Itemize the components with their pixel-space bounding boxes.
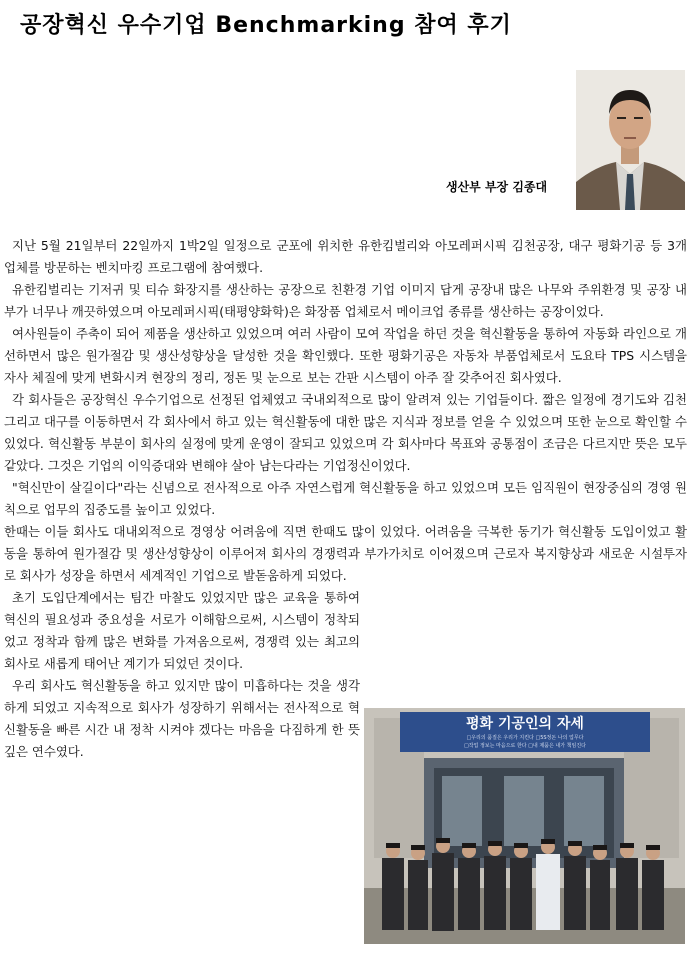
paragraph-8: 우리 회사도 혁신활동을 하고 있지만 많이 미흡하다는 것을 생각하게 되었고 지속적으로 회사가 성장하기 위해서는 전사적으로 혁신활동을 빠른 시간 내 정착 시켜야 겠다는 마음을 다짐하게 한 뜻 깊은 연수였다. (4, 678, 360, 759)
article-body (4, 235, 687, 763)
group-people (382, 838, 664, 931)
author-portrait (576, 70, 685, 210)
paragraph-3: 여사원들이 주축이 되어 제품을 생산하고 있었으며 여러 사람이 모여 작업을 하던 것을 혁신활동을 통하여 자동화 라인으로 개선하면서 많은 원가절감 및 생산성향상을 달성한 것을 확인했다. 또한 평화기공은 자동차 부품업체로서 도요타 TPS 시스템을 자사 체질에 맞게 변화시켜 현장의 정리, 정돈 및 눈으로 보는 간판 시스템이 아주 잘 갖추어진 회사였다. (4, 326, 687, 385)
author-portrait-image (576, 70, 685, 210)
author-caption: 생산부 부장 김종대 (446, 180, 548, 194)
paragraph-6: 한때는 이들 회사도 대내외적으로 경영상 어려움에 직면 한때도 많이 있었다. 어려움을 극복한 동기가 혁신활동 도입이었고 활동을 통하여 원가절감 및 생산성향상이 이루어져 회사의 경쟁력과 부가가치로 이어졌으며 근로자 복지향상과 새로운 시설투자로 회사가 성장을 하면서 세계적인 기업으로 발돋움하게 되었다. (4, 524, 687, 583)
sign-line-1: □우리의 품질은 우리가 지킨다 □5S정돈 나의 업무다 (466, 735, 584, 741)
group-photo (364, 708, 685, 944)
paragraph-4: 각 회사들은 공장혁신 우수기업으로 선정된 업체였고 국내외적으로 많이 알려져 있는 기업들이다. 짧은 일정에 경기도와 김천 그리고 대구를 이동하면서 각 회사에서 하고 있는 혁신활동에 대한 많은 지식과 정보를 얻을 수 있었으며 또한 눈으로 확인할 수 있었다. 혁신활동 부분이 회사의 실정에 맞게 운영이 잘되고 있었으며 각 회사마다 목표와 공통점이 조금은 다르지만 뜻은 모두 같았다. 그것은 기업의 이익증대와 변해야 살아 남는다라는 기업정신이었다. (4, 392, 687, 473)
sign-title: 평화 기공인의 자세 (466, 716, 584, 732)
paragraph-7: 초기 도입단계에서는 팀간 마찰도 있었지만 많은 교육을 통하여 혁신의 필요성과 중요성을 서로가 이해함으로써, 시스템이 정착되었고 정착과 함께 많은 변화를 가져옴으로써, 경쟁력 있는 최고의 회사로 새롭게 태어난 계기가 되었던 것이다. (4, 590, 360, 671)
paragraph-5: "혁신만이 살길이다"라는 신념으로 전사적으로 아주 자연스럽게 혁신활동을 하고 있었으며 모든 임직원이 현장중심의 경영 원칙으로 업무의 집중도를 높이고 있었다. (4, 480, 687, 517)
paragraph-2: 유한킴벌리는 기저귀 및 티슈 화장지를 생산하는 공장으로 친환경 기업 이미지 답게 공장내 많은 나무와 주위환경 및 공장 내부가 너무나 깨끗하였으며 아모레퍼시픽(태평양화학)은 화장품 업체로서 메이크업 종류를 생산하는 공장이었다. (4, 282, 687, 319)
group-photo-image (364, 708, 685, 944)
paragraph-1: 지난 5월 21일부터 22일까지 1박2일 일정으로 군포에 위치한 유한킴벌리와 아모레퍼시픽 김천공장, 대구 평화기공 등 3개 업체를 방문하는 벤치마킹 프로그램에 참여했다. (4, 238, 687, 275)
article-title: 공장혁신 우수기업 Benchmarking 참여 후기 (20, 13, 512, 38)
sign-line-2: □작업 정보는 마음으로 한다 □내 제품은 내가 책임진다 (463, 743, 587, 749)
